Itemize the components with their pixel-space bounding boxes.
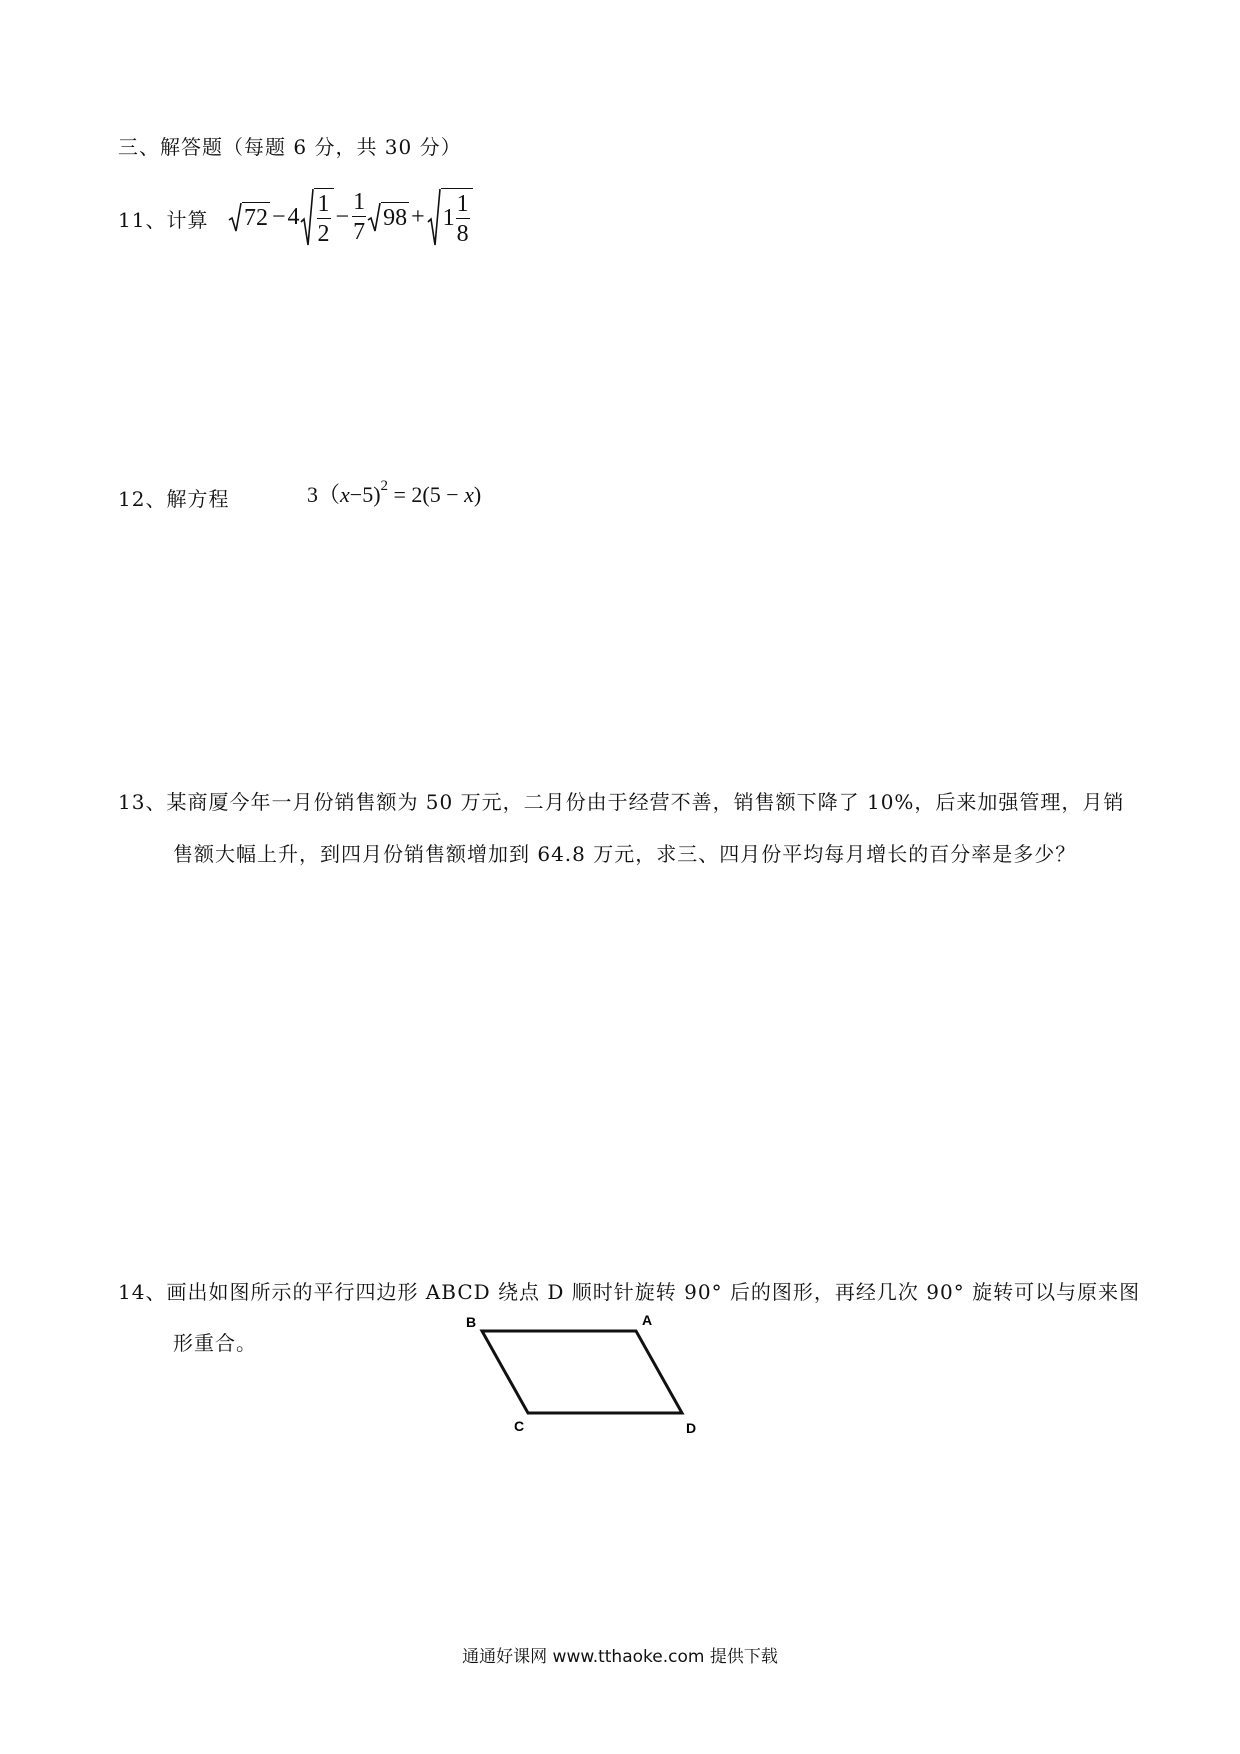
fraction-numerator: 1 <box>353 189 366 215</box>
q13-line1: 13、某商厦今年一月份销售额为 50 万元，二月份由于经营不善，销售额下降了 10%，后来加强管理，月销 <box>118 790 1125 814</box>
vertex-label-a: A <box>642 1312 653 1328</box>
fraction-denominator: 2 <box>317 220 330 247</box>
q11-label: 11、计算 <box>118 208 209 232</box>
fraction-denominator: 8 <box>456 220 469 247</box>
parallelogram-figure <box>450 1305 710 1445</box>
sqrt-72 <box>228 202 270 232</box>
fraction-denominator: 7 <box>353 219 366 245</box>
eq-rhs: = 2(5 − <box>388 482 465 507</box>
vertex-label-b: B <box>466 1314 477 1330</box>
sqrt-half <box>300 188 334 246</box>
q12-label: 12、解方程 <box>118 487 230 511</box>
q13-line2: 售额大幅上升，到四月份销售额增加到 64.8 万元，求三、四月份平均每月增长的百分率是多少？ <box>173 842 1077 866</box>
variable-x: x <box>340 482 350 507</box>
eq-close: ) <box>473 482 482 507</box>
q12-equation <box>307 478 481 509</box>
fraction-numerator: 1 <box>317 190 330 217</box>
variable-x: x <box>464 482 474 507</box>
radicand-72: 72 <box>244 205 268 231</box>
vertex-label-c: C <box>514 1418 525 1434</box>
q14-line2: 形重合。 <box>173 1331 257 1355</box>
minus-sign: − <box>272 203 286 230</box>
section-title: 三、解答题（每题 6 分，共 30 分） <box>118 135 462 159</box>
fraction-one-seventh <box>352 190 366 244</box>
mixed-whole: 1 <box>442 205 455 231</box>
sqrt-mixed-number <box>427 188 473 246</box>
q14-line1: 14、画出如图所示的平行四边形 ABCD 绕点 D 顺时针旋转 90° 后的图形，再经几次 90° 旋转可以与原来图 <box>118 1280 1141 1304</box>
vertex-label-d: D <box>686 1420 697 1436</box>
parallelogram-abcd <box>482 1331 682 1413</box>
fraction-numerator: 1 <box>456 190 469 217</box>
footer-credit: 通通好课网 www.tthaoke.com 提供下载 <box>462 1647 778 1667</box>
q11-expression <box>228 188 473 246</box>
eq-term: −5) <box>349 482 381 507</box>
plus-sign: + <box>411 203 425 230</box>
radicand-98: 98 <box>383 205 408 231</box>
coefficient-4: 4 <box>287 203 300 230</box>
sqrt-98 <box>367 202 409 232</box>
exponent: 2 <box>380 478 389 494</box>
eq-lead: 3（ <box>307 482 341 507</box>
minus-sign: − <box>335 203 350 230</box>
